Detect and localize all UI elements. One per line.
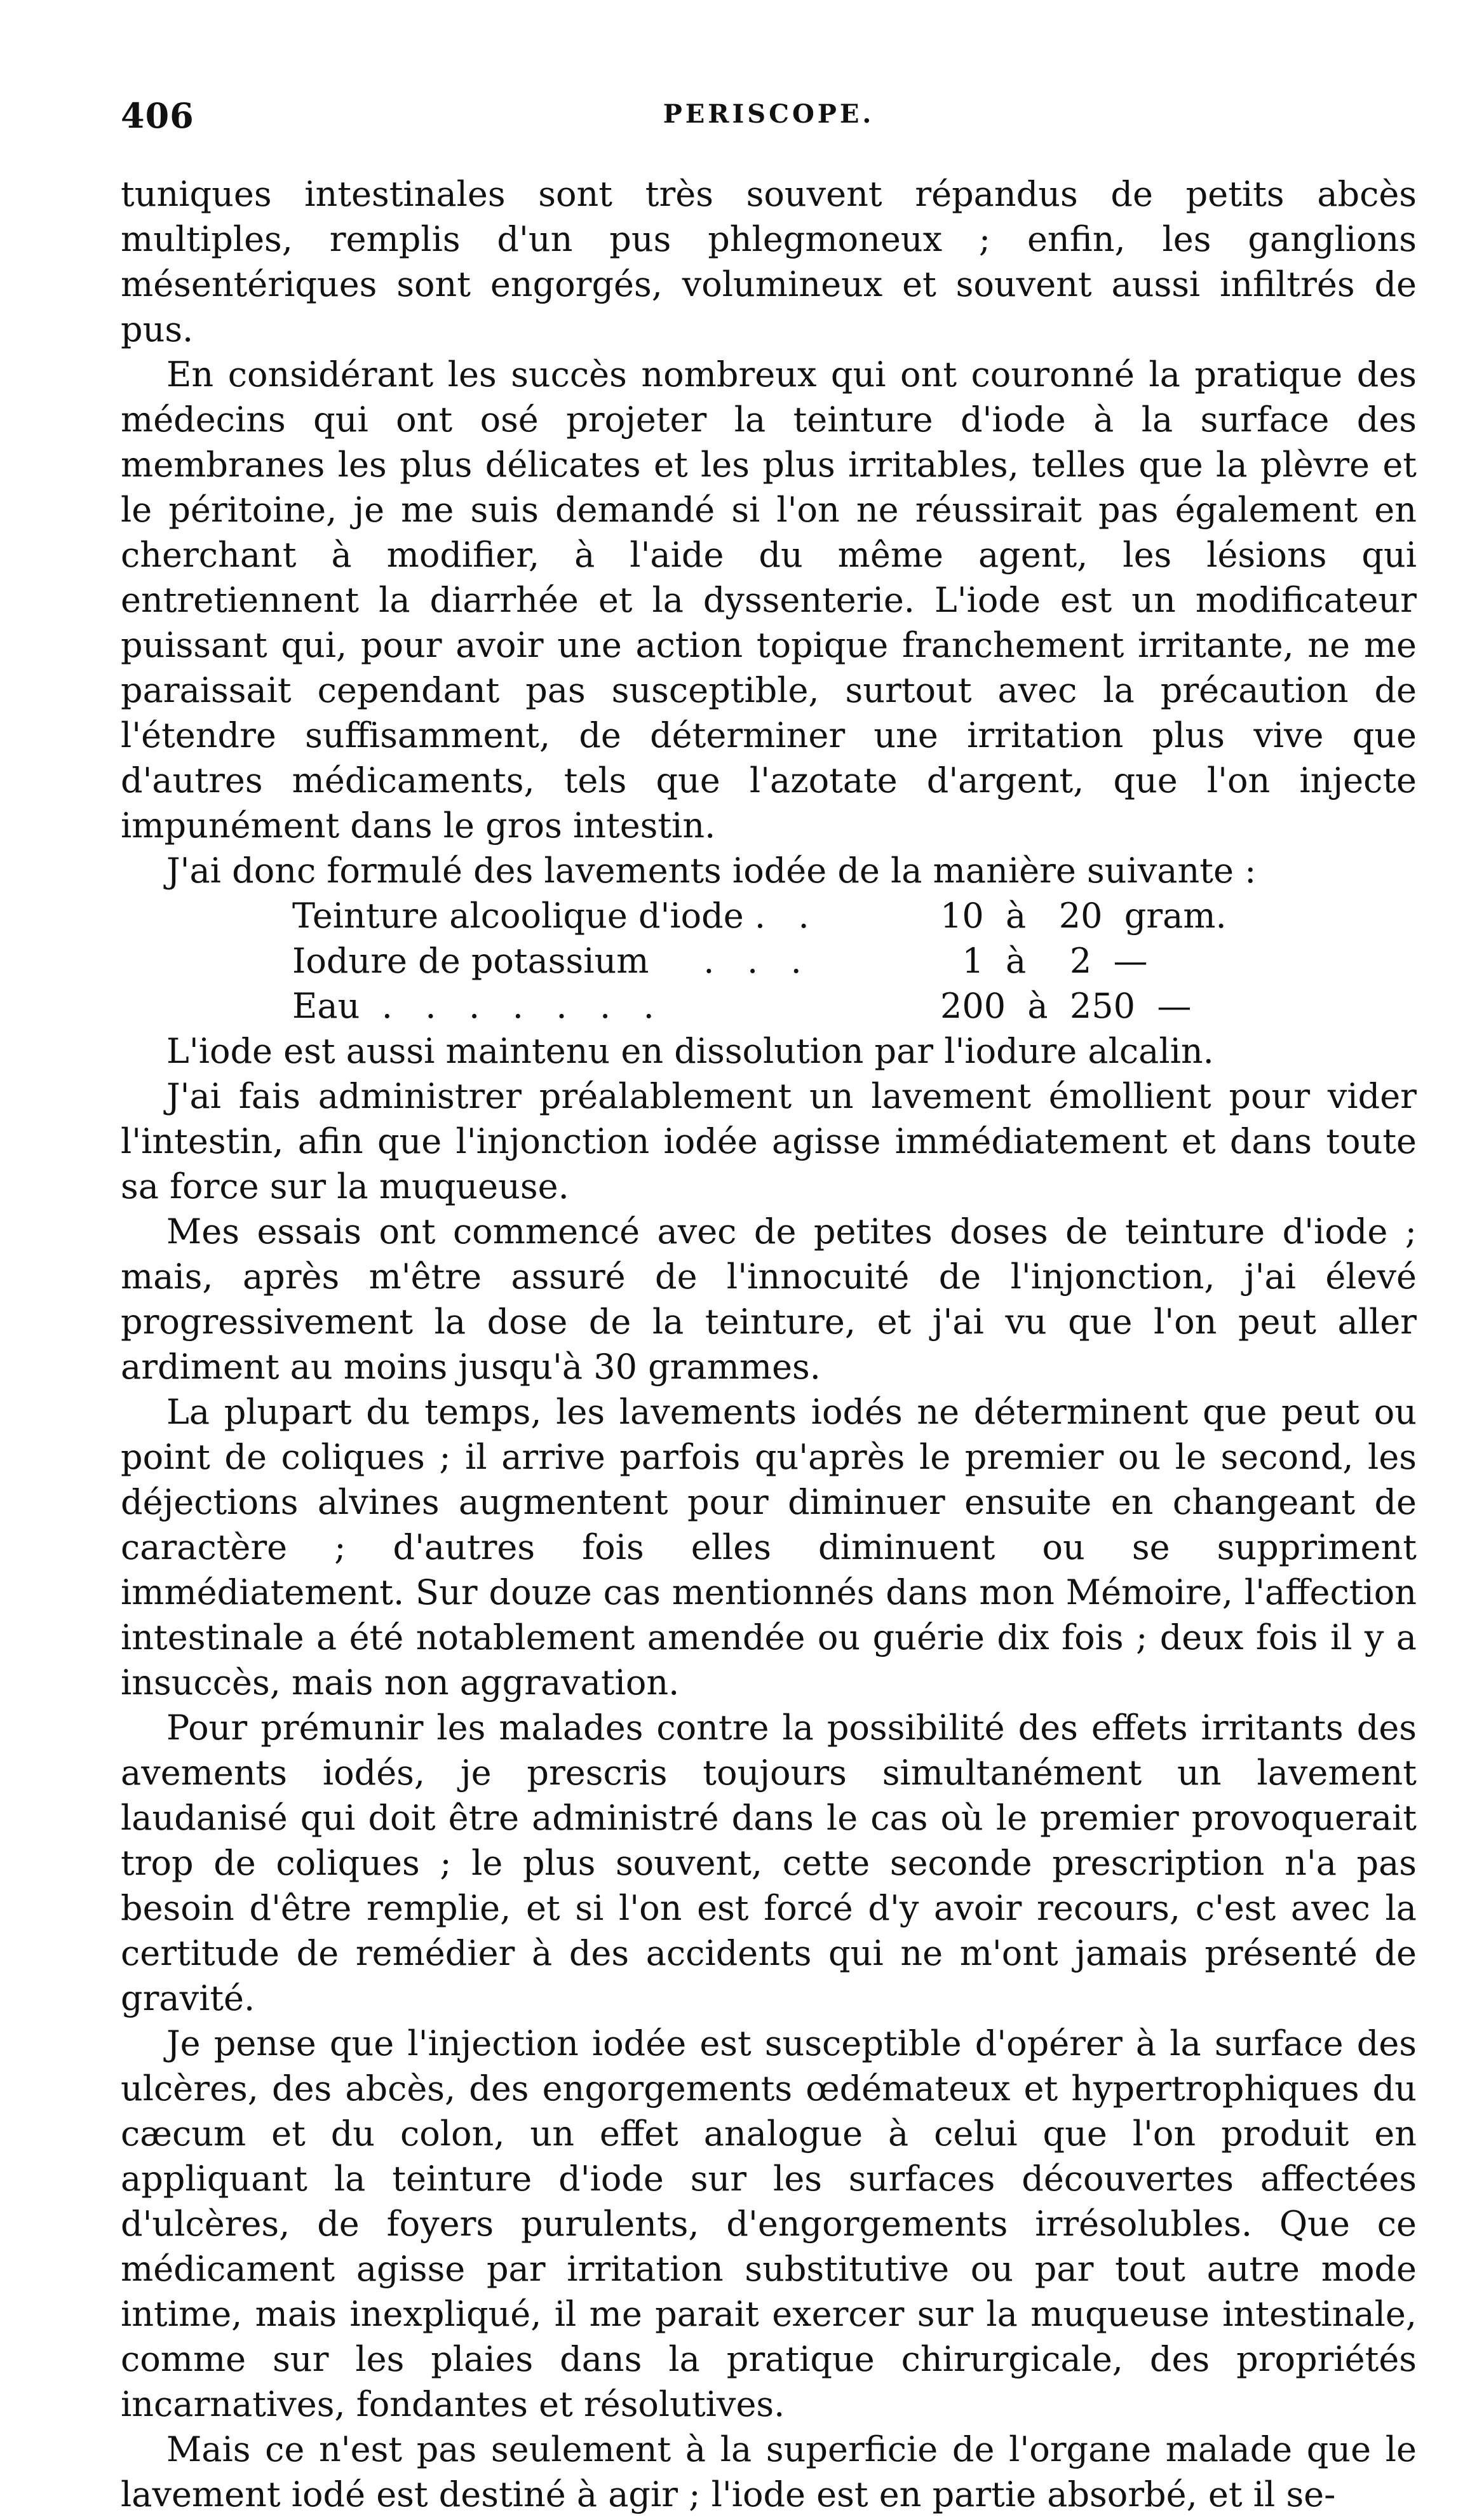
recipe-ingredient: Teinture alcoolique d'iode . .	[292, 896, 809, 936]
paragraph: tuniques intestinales sont très souvent répandus de petits abcès multiples, remplis d'un pus phlegmoneux ; enfin, les ganglions mésentériques sont engorgés, volumineux et souvent aussi infiltrés de pus.	[121, 174, 1417, 349]
paragraph: Mes essais ont commencé avec de petites doses de teinture d'iode ; mais, après m'être assuré de l'innocuité de l'injonction, j'ai élevé progressivement la dose de la teinture, et j'ai vu que l'on peut aller ardiment au moins jusqu'à 30 grammes.	[121, 1211, 1417, 1387]
recipe-ingredient: Iodure de potassium . . .	[292, 941, 802, 981]
page-number: 406	[121, 95, 194, 136]
paragraph: L'iode est aussi maintenu en dissolution par l'iodure alcalin.	[166, 1031, 1214, 1071]
paragraph: Pour prémunir les malades contre la possibilité des effets irritants des avements iodés, je prescris toujours simultanément un lavement laudanisé qui doit être administré dans le cas où le premier provoquerait trop de coliques ; le plus souvent, cette seconde prescription n'a pas besoin d'être remplie, et si l'on est forcé d'y avoir recours, c'est avec la certitude de remédier à des accidents qui ne m'ont jamais présenté de gravité.	[121, 1708, 1417, 2018]
recipe-ingredient: Eau . . . . . . .	[292, 986, 654, 1026]
recipe-row	[292, 983, 1245, 1029]
paragraph: J'ai donc formulé des lavements iodée de la manière suivante :	[166, 851, 1257, 891]
book-page	[121, 95, 1417, 2517]
body-text	[121, 172, 1417, 2517]
recipe-dose: 200 à 250 —	[940, 986, 1192, 1026]
recipe-dose: 10 à 20 gram.	[940, 896, 1227, 936]
paragraph: J'ai fais administrer préalablement un lavement émollient pour vider l'intestin, afin que l'injonction iodée agisse immédiatement et dans toute sa force sur la muqueuse.	[121, 1076, 1417, 1206]
paragraph: La plupart du temps, les lavements iodés ne déterminent que peut ou point de coliques ; il arrive parfois qu'après le premier ou le second, les déjections alvines augmentent pour diminuer ensuite en changeant de caractère ; d'autres fois elles diminuent ou se suppriment immédiatement. Sur douze cas mentionnés dans mon Mémoire, l'affection intestinale a été notablement amendée ou guérie dix fois ; deux fois il y a insuccès, mais non aggravation.	[121, 1392, 1417, 1703]
recipe-row	[292, 893, 1245, 938]
recipe-row	[292, 938, 1245, 983]
page-header	[121, 95, 1417, 152]
recipe-dose: 1 à 2 —	[940, 941, 1148, 981]
paragraph: En considérant les succès nombreux qui ont couronné la pratique des médecins qui ont osé projeter la teinture d'iode à la surface des membranes les plus délicates et les plus irritables, telles que la plèvre et le péritoine, je me suis demandé si l'on ne réussirait pas également en cherchant à modifier, à l'aide du même agent, les lésions qui entretiennent la diarrhée et la dyssenterie. L'iode est un modificateur puissant qui, pour avoir une action topique franchement irritante, ne me paraissait cependant pas susceptible, surtout avec la précaution de l'étendre suffisamment, de déterminer une irritation plus vive que d'autres médicaments, tels que l'azotate d'argent, que l'on injecte impunément dans le gros intestin.	[121, 354, 1417, 846]
paragraph: Je pense que l'injection iodée est susceptible d'opérer à la surface des ulcères, des abcès, des engorgements œdémateux et hypertrophiques du cæcum et du colon, un effet analogue à celui que l'on produit en appliquant la teinture d'iode sur les surfaces découvertes affectées d'ulcères, de foyers purulents, d'engorgements irrésolubles. Que ce médicament agisse par irritation substitutive ou par tout autre mode intime, mais inexpliqué, il me parait exercer sur la muqueuse intestinale, comme sur les plaies dans la pratique chirurgicale, des propriétés incarnatives, fondantes et résolutives.	[121, 2023, 1417, 2424]
paragraph: Mais ce n'est pas seulement à la superficie de l'organe malade que le lavement iodé est destiné à agir ; l'iode est en partie absorbé, et il se-	[121, 2429, 1417, 2514]
recipe-formula	[292, 893, 1417, 1029]
running-head: PERISCOPE.	[663, 99, 875, 129]
